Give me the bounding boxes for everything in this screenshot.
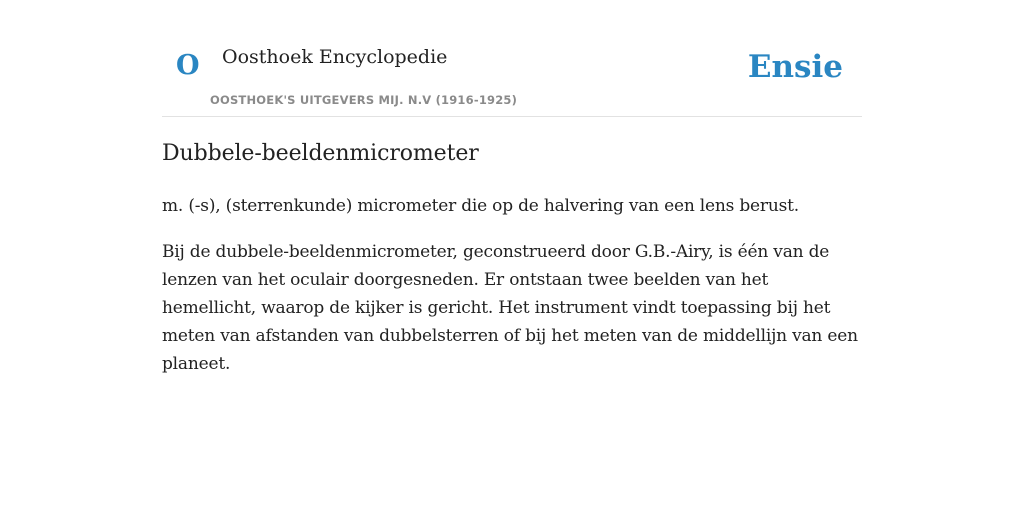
entry-title: Dubbele-beeldenmicrometer	[162, 141, 479, 166]
site-title[interactable]: Oosthoek Encyclopedie	[222, 46, 448, 68]
entry-body: Bij de dubbele-beeldenmicrometer, geconstrueerd door G.B.-Airy, is één van de lenzen van het oculair doorgesneden. Er ontstaan twee beelden van het hemellicht, waarop de kijker is gericht. Het instrument vindt toepassing bij het meten van afstanden van dubbelsterren of bij het meten van de middellijn van een planeet.	[162, 242, 858, 374]
ensie-brand-link[interactable]: Ensie	[747, 49, 843, 85]
entry-definition: m. (-s), (sterrenkunde) micrometer die op de halvering van een lens berust.	[162, 196, 799, 216]
site-header	[162, 0, 862, 117]
entry-content	[162, 138, 862, 378]
publisher-subtitle: OOSTHOEK'S UITGEVERS MIJ. N.V (1916-1925)	[210, 93, 518, 107]
logo-icon[interactable]: O	[176, 50, 200, 81]
